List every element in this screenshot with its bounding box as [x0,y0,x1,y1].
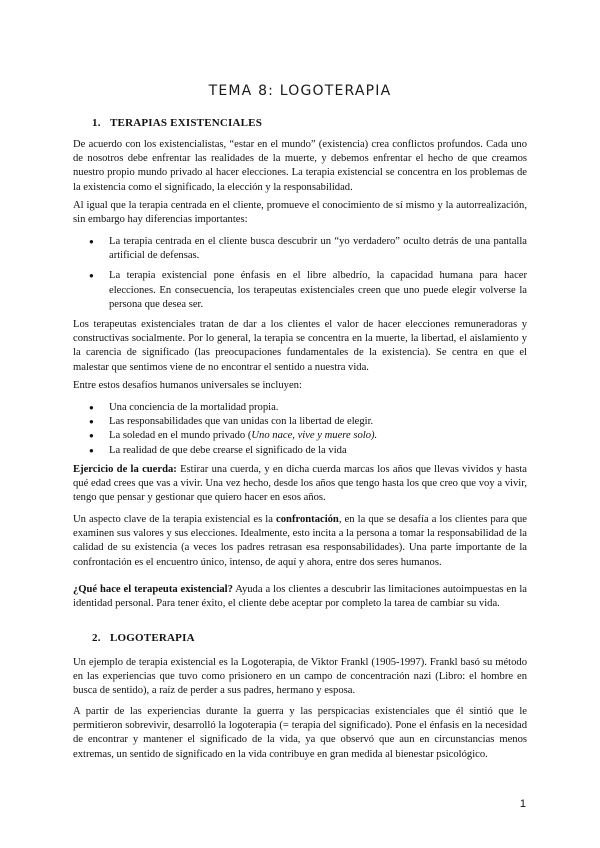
paragraph [73,463,527,506]
bullet-list [73,401,527,458]
page-title: TEMA 8: LOGOTERAPIA [208,83,392,99]
bullet-list [73,235,527,312]
paragraph: Al igual que la terapia centrada en el cliente, promueve el conocimiento de sí mismo y la autorrealización, sin embargo hay diferencias importantes: [73,200,527,226]
list-item-italic: Uno nace, vive y muere solo). [251,430,378,442]
page-number: 1 [519,798,526,810]
list-item: ● La terapia centrada en el cliente busca descubrir un “yo verdadero” oculto detrás de una pantalla artificial de defensas. [73,235,527,263]
section-number: 1. [92,117,101,129]
paragraph: De acuerdo con los existencialistas, “estar en el mundo” (existencia) crea conflictos profundos. Cada uno de nosotros debe enfrentar las realidades de la muerte, y debemos enfrentar el hecho de que creamos nuestro propio mundo privado al hacer elecciones. La terapia existencial se concentra en los problemas de la existencia como el significado, la elección y la responsabilidad. [73,139,527,193]
list-item-text: La soledad en el mundo privado ( [109,430,252,442]
paragraph-text: Estirar una cuerda, y en dicha cuerda marcas los años que llevas vividos y hasta qué edad crees que vas a vivir. Una vez hecho, desde los años que tengo hasta los que creo que voy a vivir, tengo que pensar y gestionar que quiero hacer en esos años. [73,464,527,504]
paragraph-text: Ayuda a los clientes a descubrir las limitaciones autoimpuestas en la identidad personal. Para tener éxito, el cliente debe aceptar por completo la tarea de cambiar su vida. [73,584,527,610]
bold-label: Ejercicio de la cuerda: [73,464,177,475]
section-title: LOGOTERAPIA [110,632,195,644]
paragraph [73,513,527,570]
paragraph: Entre estos desafíos humanos universales se incluyen: [73,380,302,391]
paragraph: A partir de las experiencias durante la guerra y las perspicacias existenciales que él sintió que le permitieron sobrevivir, desarrolló la logoterapia (= terapia del significado). Pone el énfasis en la necesidad de encontrar y mantener el significado de la vida, ya que observó que aun en circunstancias menos extremas, un sentido de significado en la vida contribuye en gran medida al bienestar psicológico. [73,706,527,760]
list-item: ● Las responsabilidades que van unidas con la libertad de elegir. [73,415,527,429]
section-heading-2 [92,631,195,645]
paragraph-text: Un aspecto clave de la terapia existencial es la [73,514,277,525]
paragraph [73,583,527,611]
paragraph: Un ejemplo de terapia existencial es la Logoterapia, de Viktor Frankl (1905-1997). Frankl basó su método en las experiencias que tuvo como prisionero en un campo de concentración nazi (Libro: el hombre en busca de sentido), a raíz de perder a sus padres, hermano y esposa. [73,657,527,697]
list-item: ● Una conciencia de la mortalidad propia. [73,401,527,415]
bold-term: confrontación [276,514,339,525]
section-heading-1 [92,116,262,130]
section-number: 2. [92,632,101,644]
list-item: ● La realidad de que debe crearse el significado de la vida [73,444,527,458]
list-item: ● La terapia existencial pone énfasis en el libre albedrío, la capacidad humana para hacer elecciones. En consecuencia, los terapeutas existenciales creen que uno puede elegir volverse la persona que desea ser. [73,269,527,312]
paragraph-text: , en la que se desafía a los clientes para que examinen sus valores y sus elecciones. Idealmente, esto incita a la persona a tomar la responsabilidad de la calidad de su existencia (a veces los padres retrasan esa responsabilidades). Una parte importante de la confrontación es el encuentro único, intenso, de aquí y ahora, entre dos seres humanos. [73,514,528,568]
paragraph: Los terapeutas existenciales tratan de dar a los clientes el valor de hacer elecciones remuneradoras y constructivas socialmente. Por lo general, la terapia se concentra en la muerte, la libertad, el aislamiento y la carencia de significado (las preocupaciones fundamentales de la existencia). Se centra en que el malestar que sentimos viene de no encontrar el sentido a nuestra vida. [73,319,527,373]
section-title: TERAPIAS EXISTENCIALES [110,117,263,129]
bold-question: ¿Qué hace el terapeuta existencial? [73,584,233,595]
list-item [73,429,527,443]
